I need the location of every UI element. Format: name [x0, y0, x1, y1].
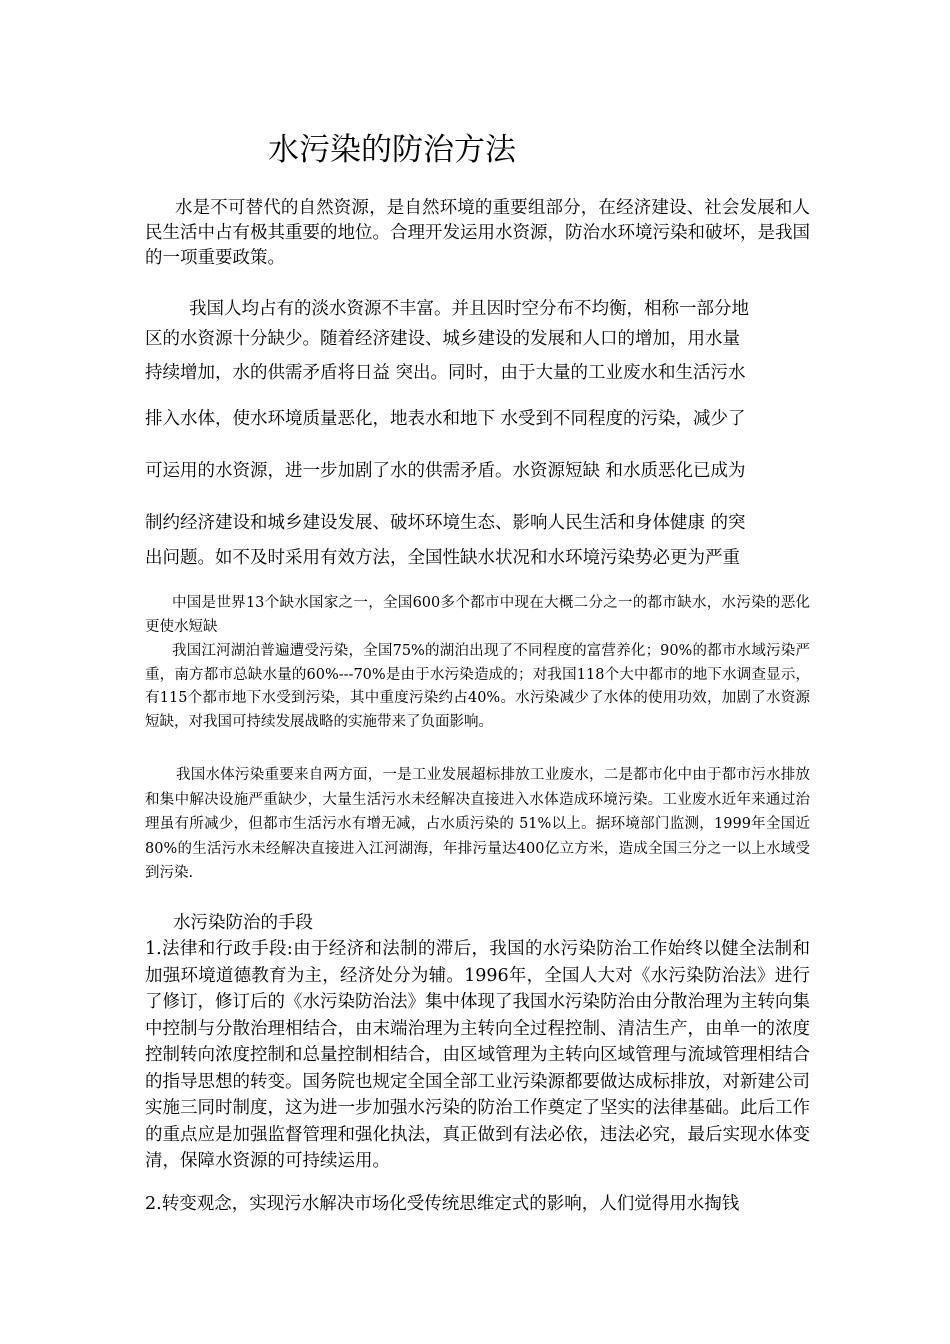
section-heading: 水污染防治的手段 — [173, 913, 313, 933]
document-title: 水污染的防治方法 — [268, 132, 516, 168]
paragraph-water-scarcity: 中国是世界13个缺水国家之一，全国600多个都市中现在大概二分之一的都市缺水，水污染的恶化更使水短缺 — [145, 595, 810, 635]
paragraph-pollution-status: 我国江河湖泊普遍遭受污染，全国75%的湖泊出现了不同程度的富营养化；90%的都市水域污染严重，南方都市总缺水量的60%---70%是由于水污染造成的；对我国118个大中都市的地下水调查显示，有115个都市地下水受到污染，其中重度污染约占40%。水污染减少了水体的使用功效，加剧了水资源短缺，对我国可持续发展战略的实施带来了负面影响。 — [145, 643, 810, 730]
document-page: 水污染的防治方法 水是不可替代的自然资源，是自然环境的重要组部分，在经济建设、社会发展和人民生活中占有极其重要的地位。合理开发运用水资源，防治水环境污染和破坏，是我国的一项重要政策。 我国人均占有的淡水资源不丰富。并且因时空分布不均衡，相称一部分地 区的水资源十分缺少。随着经济建设、城乡建设的发展和人口的增加，用水量 持续增加，水的供需矛盾将日益 突出。同时，由于大量的工业废水和生活污水 排入水体，使水环境质量恶化，地表水和地下 水受到不同程度的污染，减少了 可运用的水资源，进一步加剧了水的供需矛盾。水资源短缺 和水质恶化已成为 制约经济建设和城乡建设发展、破坏环境生态、影响人民生活和身体健康 的突 出问题。如不及时采用有效方法，全国性缺水状况和水环境污染势必更为严重 中国是世界13个缺水国家之一，全国600多个都市中现在大概二分之一的都市缺水，水污染的恶化更使水短缺 我国江河湖泊普遍遭受污染，全国75%的湖泊出现了不同程度的富营养化；90%的都市水域污染严重，南方都市总缺水量的60%---70%是由于水污染造成的；对我国118个大中都市的地下水调查显示，有115个都市地下水受到污染，其中重度污染约占40%。水污染减少了水体的使用功效，加剧了水资源短缺，对我国可持续发展战略的实施带来了负面影响。 我国水体污染重要来自两方面，一是工业发展超标排放工业废水，二是都市化中由于都市污水排放和集中解决设施严重缺少，大量生活污水未经解决直接进入水体造成环境污染。工业废水近年来通过治理虽有所减少，但都市生活污水有增无减，占水质污染的 51%以上。据环境部门监测，1999年全国近80%的生活污水未经解决直接进入江河湖海，年排污量达400亿立方米，造成全国三分之一以上水域受到污染. 水污染防治的手段 1.法律和行政手段:由于经济和法制的滞后，我国的水污染防治工作始终以健全法制和加强环境道德教育为主，经济处分为辅。1996年，全国人大对《水污染防治法》进行了修订，修订后的《水污染防治法》集中体现了我国水污染防治由分散治理为主转向集中控制与分散治理相结合，由末端治理为主转向全过程控制、清洁生产，由单一的浓度控制转向浓度控制和总量控制相结合，由区域管理为主转向区域管理与流域管理相结合的指导思想的转变。国务院也规定全国全部工业污染源都要做达成标排放，对新建公司实施三同时制度，这为进一步加强水污染的防治工作奠定了坚实的法律基础。此后工作的重点应是加强监督管理和强化执法，真正做到有法必依，违法必究，最后实现水体变清，保障水资源的可持续运用。 2.转变观念，实现污水解决市场化受传统思维定式的影响，人们觉得用水掏钱 — [0, 0, 950, 1344]
paragraph-market-measures: 2.转变观念，实现污水解决市场化受传统思维定式的影响，人们觉得用水掏钱 — [145, 1194, 740, 1214]
paragraph-legal-measures: 1.法律和行政手段:由于经济和法制的滞后，我国的水污染防治工作始终以健全法制和加强环境道德教育为主，经济处分为辅。1996年，全国人大对《水污染防治法》进行了修订，修订后的《水污染防治法》集中体现了我国水污染防治由分散治理为主转向集中控制与分散治理相结合，由末端治理为主转向全过程控制、清洁生产，由单一的浓度控制转向浓度控制和总量控制相结合，由区域管理为主转向区域管理与流域管理相结合的指导思想的转变。国务院也规定全国全部工业污染源都要做达成标排放，对新建公司实施三同时制度，这为进一步加强水污染的防治工作奠定了坚实的法律基础。此后工作的重点应是加强监督管理和强化执法，真正做到有法必依，违法必究，最后实现水体变清，保障水资源的可持续运用。 — [145, 939, 810, 1171]
paragraph-intro: 水是不可替代的自然资源，是自然环境的重要组部分，在经济建设、社会发展和人民生活中占有极其重要的地位。合理开发运用水资源，防治水环境污染和破坏，是我国的一项重要政策。 — [145, 198, 810, 268]
paragraph-pollution-sources: 我国水体污染重要来自两方面，一是工业发展超标排放工业废水，二是都市化中由于都市污水排放和集中解决设施严重缺少，大量生活污水未经解决直接进入水体造成环境污染。工业废水近年来通过治理虽有所减少，但都市生活污水有增无减，占水质污染的 51%以上。据环境部门监测，1999年全国近80%的生活污水未经解决直接进入江河湖海，年排污量达400亿立方米，造成全国三分之一以上水域受到污染. — [145, 767, 810, 881]
